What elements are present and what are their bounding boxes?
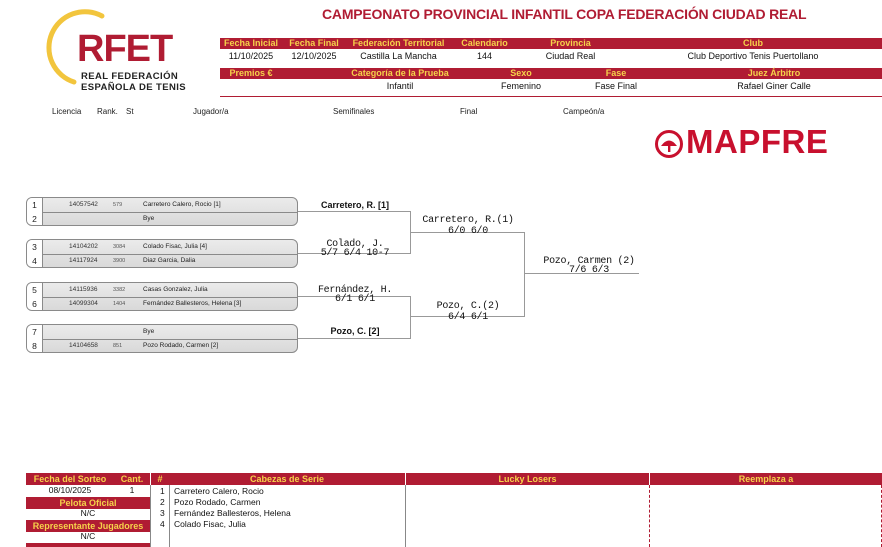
label-club: Club: [743, 38, 763, 48]
player-license: 14057542: [69, 201, 98, 208]
player-rank: 579: [113, 202, 123, 208]
player-rank: 3084: [113, 244, 126, 250]
label-fecha-inicial: Fecha Inicial: [223, 38, 279, 48]
tournament-title: CAMPEONATO PROVINCIAL INFANTIL COPA FEDERACIÓN CIUDAD REAL: [322, 6, 807, 22]
info-header-row2: [220, 68, 882, 79]
draw-position: 6: [27, 297, 43, 311]
info-values-row1: [220, 51, 882, 62]
player-license: 14117924: [69, 257, 98, 264]
player-name: Pozo Rodado, Carmen [2]: [143, 342, 219, 349]
final-score: 6/4 6/1: [448, 312, 488, 323]
draw-row[interactable]: [27, 254, 297, 268]
draw-entry-5-6: [26, 282, 298, 311]
col-jugador: Jugador/a: [193, 107, 229, 116]
draw-entry-7-8: [26, 324, 298, 353]
draw-position: 2: [27, 212, 43, 226]
rfet-logo: [40, 8, 190, 100]
footer-divider: [405, 485, 406, 547]
champion-score: 7/6 6/3: [569, 265, 609, 276]
header-divider: [220, 96, 882, 97]
footer-cant: 1: [129, 485, 135, 495]
semifinal-player: Fernández, H.: [317, 285, 393, 296]
champion-name: Pozo, Carmen (2): [543, 256, 635, 267]
label-categoria: Categoría de la Prueba: [351, 68, 449, 78]
semifinal-score: 6/1 6/1: [335, 294, 375, 305]
value-sexo: Femenino: [500, 81, 542, 91]
logo-line1: REAL FEDERACIÓN: [81, 71, 179, 82]
draw-position: 4: [27, 254, 43, 268]
seed-number: 1: [160, 486, 165, 496]
label-premios: Premios €: [229, 68, 273, 78]
col-campeon: Campeón/a: [563, 107, 605, 116]
player-rank: 3382: [113, 287, 126, 293]
value-juez: Rafael Giner Calle: [737, 81, 811, 91]
player-license: 14104658: [69, 342, 98, 349]
info-values-row2: [220, 81, 882, 92]
logo-line2: ESPAÑOLA DE TENIS: [81, 82, 186, 93]
value-fase: Fase Final: [594, 81, 638, 91]
footer-fecha-sorteo: 08/10/2025: [48, 485, 92, 495]
draw-position: 5: [27, 283, 43, 297]
draw-row[interactable]: [27, 283, 297, 297]
label-sexo: Sexo: [510, 68, 532, 78]
value-calendario: 144: [476, 51, 493, 61]
footer-label-reemplaza: Reemplaza a: [650, 473, 882, 485]
seed-player: Fernández Ballesteros, Helena: [174, 508, 291, 518]
draw-entry-3-4: [26, 239, 298, 268]
draw-row[interactable]: [27, 297, 297, 311]
logo-mark: RFET: [77, 28, 173, 70]
label-federacion: Federación Territorial: [352, 38, 445, 48]
draw-row[interactable]: [27, 240, 297, 254]
col-st: St: [126, 107, 134, 116]
label-fecha-final: Fecha Final: [289, 38, 339, 48]
value-club: Club Deportivo Tenis Puertollano: [687, 51, 819, 61]
col-semifinales: Semifinales: [333, 107, 375, 116]
player-rank: 3900: [113, 258, 126, 264]
seed-player: Carretero Calero, Rocio: [174, 486, 264, 496]
semifinal-score: 5/7 6/4 10-7: [320, 248, 390, 259]
player-name: Casas Gonzalez, Julia: [143, 286, 208, 293]
info-header-row1: [220, 38, 882, 49]
draw-position: 7: [27, 325, 43, 339]
footer-label-cabezas: Cabezas de Serie: [169, 473, 405, 485]
final-player: Carretero, R.(1): [422, 215, 514, 226]
value-fecha-inicial: 11/10/2025: [228, 51, 274, 61]
footer-label-cant: Cant.: [114, 473, 150, 485]
label-provincia: Provincia: [550, 38, 591, 48]
seed-number: 2: [160, 497, 165, 507]
seed-player: Pozo Rodado, Carmen: [174, 497, 261, 507]
semifinal-player: Carretero, R. [1]: [320, 200, 390, 210]
semifinal-player: Colado, J.: [326, 239, 384, 250]
draw-entry-1-2: [26, 197, 298, 226]
player-license: 14104202: [69, 243, 98, 250]
player-name: Colado Fisac, Julia [4]: [143, 243, 207, 250]
player-name: Bye: [143, 215, 155, 222]
player-name: Bye: [143, 328, 155, 335]
seed-number: 3: [160, 508, 165, 518]
final-score: 6/0 6/0: [448, 226, 488, 237]
seed-player: Colado Fisac, Julia: [174, 519, 246, 529]
player-name: Diaz Garcia, Dalia: [143, 257, 196, 264]
player-name: Fernández Ballesteros, Helena [3]: [143, 300, 242, 307]
sponsor-name: MAPFRE: [686, 123, 829, 160]
draw-position: 3: [27, 240, 43, 254]
mapfre-logo: [654, 123, 870, 161]
footer-divider: [150, 485, 151, 547]
player-rank: 1404: [113, 301, 126, 307]
player-license: 14099304: [69, 300, 98, 307]
footer-more-bar: [26, 543, 150, 547]
player-rank: 851: [113, 343, 123, 349]
player-name: Carretero Calero, Rocio [1]: [143, 201, 221, 208]
col-final: Final: [460, 107, 478, 116]
value-provincia: Ciudad Real: [545, 51, 596, 61]
draw-row[interactable]: [27, 339, 297, 353]
draw-row[interactable]: [27, 212, 297, 226]
footer-label-num: #: [151, 473, 169, 485]
footer-label-fecha-sorteo: Fecha del Sorteo: [26, 473, 114, 485]
footer-dashed-divider: [649, 485, 650, 547]
semifinal-player: Pozo, C. [2]: [330, 326, 380, 336]
footer-label-lucky: Lucky Losers: [406, 473, 649, 485]
value-categoria: Infantil: [386, 81, 414, 91]
draw-row[interactable]: [27, 325, 297, 339]
footer-divider: [169, 485, 170, 547]
mapfre-emblem-icon: [654, 129, 684, 159]
footer-representante: N/C: [80, 531, 96, 541]
label-fase: Fase: [605, 68, 627, 78]
draw-row[interactable]: [27, 198, 297, 212]
seed-number: 4: [160, 519, 165, 529]
footer-label-pelota: Pelota Oficial: [26, 497, 150, 509]
value-fecha-final: 12/10/2025: [291, 51, 337, 61]
label-juez: Juez Árbitro: [747, 68, 801, 78]
draw-position: 8: [27, 339, 43, 353]
col-rank: Rank.: [97, 107, 118, 116]
final-player: Pozo, C.(2): [436, 301, 500, 312]
player-license: 14115936: [69, 286, 98, 293]
draw-position: 1: [27, 198, 43, 212]
label-calendario: Calendario: [461, 38, 508, 48]
footer-pelota: N/C: [80, 508, 96, 518]
value-federacion: Castilla La Mancha: [360, 51, 437, 61]
footer-label-representante: Representante Jugadores: [26, 520, 150, 532]
col-licencia: Licencia: [52, 107, 82, 116]
